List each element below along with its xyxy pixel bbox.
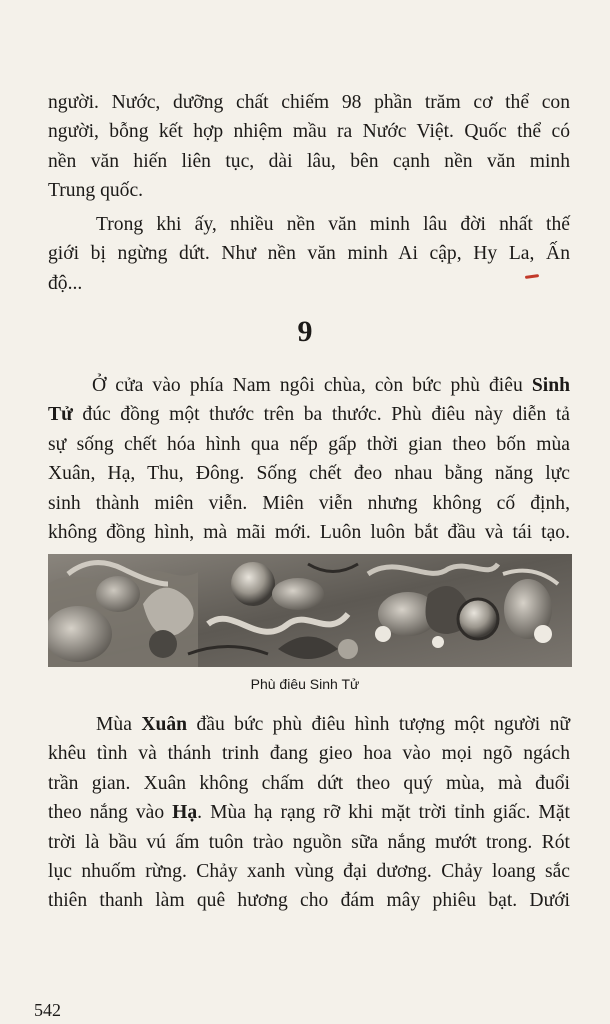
paragraph-3 bbox=[48, 371, 570, 547]
text-line: độ... bbox=[48, 272, 83, 294]
text-line: người, bỗng kết hợp nhiệm mầu ra Nước Việt. Quốc thể có bbox=[48, 121, 570, 143]
text-run: theo nắng vào bbox=[48, 802, 173, 824]
text-line bbox=[48, 400, 570, 429]
text-line: nền văn hiến liên tục, dài lâu, bên cạnh nền văn minh bbox=[48, 150, 570, 172]
bold-term: Sinh bbox=[531, 375, 570, 396]
text-run: Ở cửa vào phía Nam ngôi chùa, còn bức phù điêu bbox=[92, 375, 532, 396]
text-line bbox=[48, 371, 570, 400]
text-line: khêu tình và thánh trinh đang gieo hoa vào mọi ngõ ngách bbox=[48, 743, 570, 765]
text-line bbox=[48, 798, 570, 827]
text-line: Trong khi ấy, nhiều nền văn minh lâu đời nhất thế bbox=[96, 214, 570, 235]
text-run: đầu bức phù điêu hình tượng một người nữ bbox=[187, 714, 570, 735]
text-line: giới bị ngừng dứt. Như nền văn minh Ai cập, Hy La, Ấn bbox=[48, 243, 570, 265]
text-line: trời là bầu vú ấm tuôn trào nguồn sữa nắng mướt trong. Rót bbox=[48, 831, 570, 853]
text-run: đúc đồng một thước trên ba thước. Phù điêu này diễn tả bbox=[72, 404, 570, 426]
text-line: người. Nước, dưỡng chất chiếm 98 phần trăm cơ thể con bbox=[48, 92, 570, 113]
bold-term: Xuân bbox=[141, 714, 188, 735]
paragraph-4 bbox=[48, 710, 570, 916]
text-line: lục nhuốm rừng. Chảy xanh vùng đại dương. Chảy loang sắc bbox=[48, 861, 570, 883]
text-line bbox=[48, 710, 570, 739]
relief-sculpture-image bbox=[48, 554, 572, 667]
text-line: thiên thanh làm quê hương cho đám mây phiêu bạt. Dưới bbox=[48, 890, 570, 912]
text-line: Trung quốc. bbox=[48, 180, 144, 202]
chapter-number: 9 bbox=[297, 315, 313, 348]
paragraph-1 bbox=[48, 88, 570, 206]
text-run: . Mùa hạ rạng rỡ khi mặt trời tỉnh giấc. Mặt bbox=[197, 802, 570, 824]
figure-caption: Phù điêu Sinh Tử bbox=[250, 676, 360, 692]
text-line: Xuân, Hạ, Thu, Đông. Sống chết đeo nhau bằng năng lực bbox=[48, 463, 570, 485]
page-number: 542 bbox=[34, 1000, 61, 1020]
text-line: sự sống chết hóa hình qua nếp gấp thời gian theo bốn mùa bbox=[48, 433, 570, 455]
paragraph-2 bbox=[48, 210, 570, 298]
text-line: sinh thành miên viễn. Miên viễn nhưng không cố định, bbox=[48, 492, 570, 514]
bold-term: Hạ bbox=[172, 802, 198, 824]
text-run: Mùa bbox=[96, 714, 142, 735]
text-line: không đồng hình, mà mãi mới. Luôn luôn bắt đầu và tái tạo. bbox=[48, 522, 570, 544]
text-line: trần gian. Xuân không chấm dứt theo quý mùa, mà đuổi bbox=[48, 772, 570, 794]
bold-term: Tử bbox=[48, 404, 73, 426]
